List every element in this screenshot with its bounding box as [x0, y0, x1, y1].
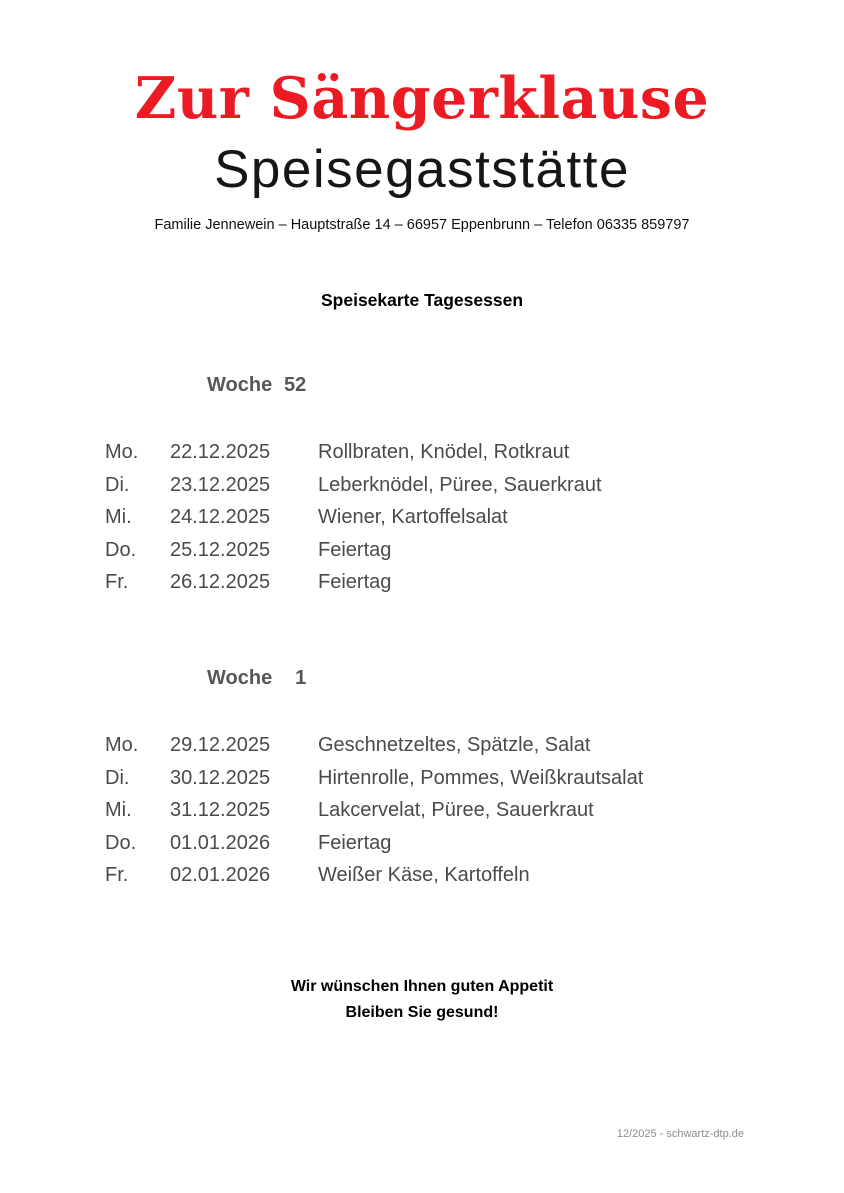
- day-cell: Mi.: [105, 506, 132, 529]
- day-cell: Do.: [105, 831, 137, 854]
- meal-cell: Lakcervelat, Püree, Sauerkraut: [318, 799, 594, 822]
- address-line: Familie Jennewein – Hauptstraße 14 – 66957 Eppenbrunn – Telefon 06335 859797: [154, 217, 690, 233]
- day-cell: Di.: [105, 766, 130, 789]
- meal-cell: Wiener, Kartoffelsalat: [318, 506, 508, 529]
- menu-row: [0, 436, 844, 469]
- restaurant-name: Zur Sängerklause: [134, 65, 710, 132]
- date-cell: 22.12.2025: [170, 441, 271, 463]
- date-cell: 31.12.2025: [170, 799, 271, 822]
- week-number: 1: [295, 666, 307, 689]
- menu-row: [0, 859, 844, 892]
- weeks-container: [0, 372, 844, 892]
- week-header: [0, 665, 844, 691]
- meal-cell: Feiertag: [318, 831, 392, 854]
- menu-row: [0, 729, 844, 762]
- menu-row: [0, 469, 844, 502]
- date-cell: 01.01.2026: [170, 831, 271, 854]
- day-cell: Fr.: [105, 571, 129, 594]
- week-label: Woche: [207, 374, 273, 396]
- week-label: Woche: [207, 666, 273, 689]
- closing-message: [0, 974, 844, 1025]
- meal-cell: Geschnetzeltes, Spätzle, Salat: [318, 733, 591, 756]
- meal-cell: Feiertag: [318, 571, 392, 594]
- menu-row: [0, 534, 844, 567]
- menu-row: [0, 566, 844, 599]
- meal-cell: Weißer Käse, Kartoffeln: [318, 864, 530, 887]
- day-cell: Fr.: [105, 864, 129, 887]
- date-cell: 26.12.2025: [170, 571, 271, 594]
- meal-cell: Hirtenrolle, Pommes, Weißkrautsalat: [318, 766, 644, 789]
- restaurant-subtitle: Speisegaststätte: [214, 140, 630, 199]
- date-cell: 02.01.2026: [170, 864, 271, 887]
- menu-row: [0, 501, 844, 534]
- day-cell: Mi.: [105, 799, 132, 822]
- day-cell: Do.: [105, 538, 137, 561]
- meal-cell: Feiertag: [318, 538, 392, 561]
- closing-line-2: Bleiben Sie gesund!: [345, 1003, 499, 1021]
- menu-row: [0, 827, 844, 860]
- week-header: [0, 372, 844, 398]
- week-section: [0, 372, 844, 599]
- date-cell: 30.12.2025: [170, 766, 271, 789]
- date-cell: 23.12.2025: [170, 473, 271, 496]
- day-cell: Mo.: [105, 441, 139, 463]
- date-cell: 25.12.2025: [170, 538, 271, 561]
- week-rows: [0, 729, 844, 892]
- menu-row: [0, 762, 844, 795]
- date-cell: 24.12.2025: [170, 506, 271, 529]
- credit-note: 12/2025 - schwartz-dtp.de: [616, 1128, 744, 1140]
- meal-cell: Leberknödel, Püree, Sauerkraut: [318, 473, 602, 496]
- menu-title: Speisekarte Tagesessen: [320, 290, 524, 310]
- day-cell: Mo.: [105, 733, 139, 756]
- date-cell: 29.12.2025: [170, 733, 271, 756]
- meal-cell: Rollbraten, Knödel, Rotkraut: [318, 441, 570, 463]
- week-number: 52: [283, 374, 307, 396]
- closing-line-1: Wir wünschen Ihnen guten Appetit: [290, 978, 554, 995]
- week-rows: [0, 436, 844, 599]
- week-section: [0, 665, 844, 892]
- day-cell: Di.: [105, 473, 130, 496]
- menu-row: [0, 794, 844, 827]
